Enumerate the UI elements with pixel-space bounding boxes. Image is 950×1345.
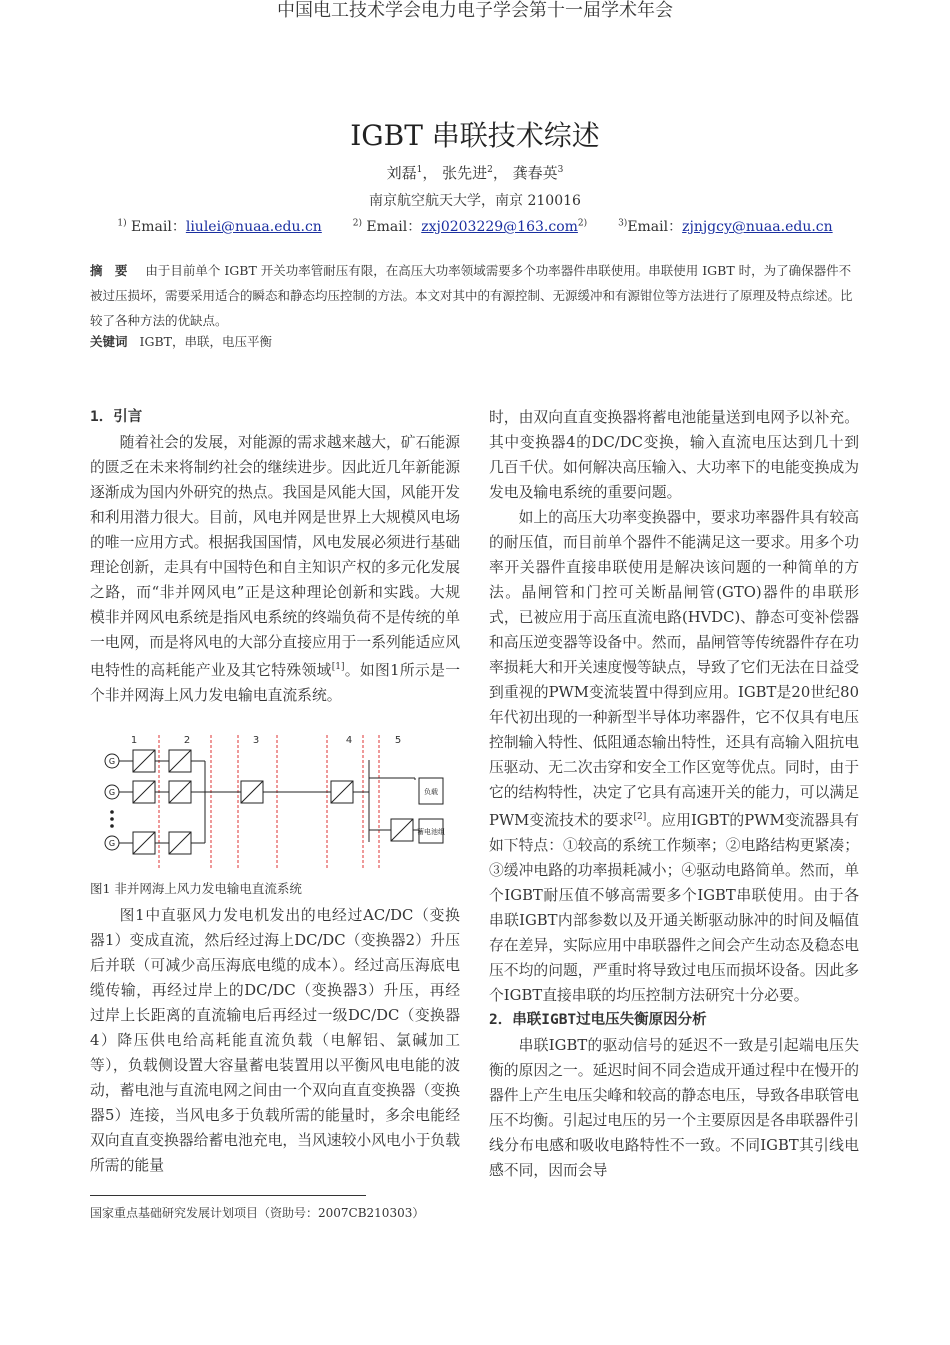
figure-column-label: 4 (345, 735, 353, 746)
keywords-text: IGBT，串联，电压平衡 (139, 334, 272, 349)
email-link-2[interactable]: zxj0203229@163.com (421, 219, 578, 235)
paragraph: 串联IGBT的驱动信号的延迟不一致是引起端电压失衡的原因之一。延迟时间不同会造成开通过程中在慢开的器件上产生电压尖峰和较高的静态电压，导致各串联管电压不均衡。引起过电压的另一个主要原因是各串联器件引线分布电感和吸收电路特性不一致。不同IGBT其引线电感不同，因而会导 (489, 1036, 859, 1179)
paragraph (90, 430, 460, 708)
author-name: 张先进 (442, 164, 488, 182)
figure-caption: 图1 非并网海上风力发电输电直流系统 (90, 881, 302, 896)
battery-label: 蓄电池组 (417, 828, 445, 836)
email-label: Email： (627, 219, 683, 235)
citation: [2] (633, 812, 647, 822)
citation: [1] (331, 662, 345, 672)
email-label: Email： (366, 219, 422, 235)
email-sup: 2) (577, 218, 588, 229)
abstract (90, 258, 860, 333)
abstract-label: 摘 要 (90, 263, 132, 278)
email-sup: 1) (117, 218, 127, 229)
author-list: 刘磊$^1$， 张先进$^2$， 龚春英$^3$ (386, 164, 564, 182)
affiliation: 南京航空航天大学，南京 210016 (369, 193, 581, 209)
paragraph-text: 。应用IGBT的PWM变流器具有如下特点：①较高的系统工作频率；②电路结构更紧凑；③缓冲电路的功率损耗减小；④驱动电路简单。然而，单个IGBT耐压值不够高需要多个IGBT串联使用。由于各串联IGBT内部参数以及开通关断驱动脉冲的时间及幅值存在差异，实际应用中串联器件之间会产生动态及稳态电压不均的问题，严重时将导致过电压而损坏设备。因此多个IGBT直接串联的均压控制方法研究十分必要。 (489, 811, 859, 1004)
paper-title: IGBT 串联技术综述 (350, 119, 600, 152)
author-sup: 3 (557, 165, 564, 175)
author-sup: 1 (416, 165, 423, 175)
generator-label: G (108, 839, 116, 848)
author-sup: 2 (487, 165, 493, 175)
running-header: 中国电工技术学会电力电子学会第十一届学术年会 (277, 0, 673, 21)
left-column-bottom (90, 903, 460, 1178)
author-name: 刘磊 (386, 164, 417, 182)
paragraph-text: 如上的高压大功率变换器中，要求功率器件具有较高的耐压值，而目前单个器件不能满足这一要求。用多个功率开关器件直接串联使用是解决该问题的一种简单的方法。晶闸管和门控可关断晶闸管(GTO)器件的串联形式，已被应用于高压直流电路(HVDC)、静态可变补偿器和高压逆变器等设备中。然而，晶闸管等传统器件存在功率损耗大和开关速度慢等缺点，导致了它们无法在日益受到重视的PWM变流装置中得到应用。IGBT是20世纪80年代初出现的一种新型半导体功率器件，它不仅具有电压控制输入特性、低阻通态输出特性，还具有高输入阻抗电压驱动、无二次击穿和安全工作区宽等优点。同时，由于它的结构特性，决定了它具有高速开关的能力，可以满足PWM变流技术的要求 (489, 509, 859, 829)
author-name: 龚春英 (512, 164, 558, 182)
section-heading: 1．引言 (90, 409, 143, 425)
figure-1-diagram (95, 730, 455, 870)
figure-column-label: 1 (130, 735, 138, 746)
figure-column-label: 2 (183, 735, 191, 746)
email-label: Email： (131, 219, 186, 235)
keywords (90, 332, 860, 350)
email-link-1[interactable]: liulei@nuaa.edu.cn (185, 219, 322, 235)
email-link-3[interactable]: zjnjgcy@nuaa.edu.cn (682, 219, 833, 235)
abstract-text: 由于目前单个 IGBT 开关功率管耐压有限，在高压大功率领域需要多个功率器件串联使用。串联使用 IGBT 时，为了确保器件不被过压损坏，需要采用适合的瞬态和静态均压控制的方法。本文对其中的有源控制、无源缓冲和有源钳位等方法进行了原理及特点综述。比较了各种方法的优缺点。 (90, 263, 853, 328)
paragraph-text: 。如图1所示是一个非并网海上风力发电输电直流系统。 (90, 661, 460, 704)
email-sup: 3) (618, 218, 628, 229)
email-sup: 2) (352, 218, 362, 229)
paragraph: 时，由双向直直变换器将蓄电池能量送到电网予以补充。其中变换器4的DC/DC变换，输入直流电压达到几十到几百千伏。如何解决高压输入、大功率下的电能变换成为发电及输电系统的重要问题。 (489, 409, 859, 501)
figure-column-label: 5 (394, 735, 402, 746)
right-column (489, 405, 859, 1183)
footnote: 国家重点基础研究发展计划项目（资助号：2007CB210303） (90, 1206, 425, 1220)
paragraph: 图1中直驱风力发电机发出的电经过AC/DC（变换器1）变成直流，然后经过海上DC/DC（变换器2）升压后并联（可减少高压海底电缆的成本）。经过高压海底电缆传输，再经过岸上的DC/DC（变换器3）升压，再经过岸上长距离的直流输电后再经过一级DC/DC（变换器4）降压供电给高耗能直流负载（电解铝、氯碱加工等），负载侧设置大容量蓄电装置用以平衡风电电能的波动，蓄电池与直流电网之间由一个双向直直变换器（变换器5）连接，当风电多于负载所需的能量时，多余电能经双向直直变换器给蓄电池充电，当风速较小风电小于负载所需的能量 (90, 907, 460, 1174)
figure-column-label: 3 (252, 735, 260, 746)
generator-label: G (108, 757, 116, 766)
paragraph-text: 随着社会的发展，对能源的需求越来越大，矿石能源的匮乏在未来将制约社会的继续进步。因此近几年新能源逐渐成为国内外研究的热点。我国是风能大国，风能开发和利用潜力很大。目前，风电并网是世界上大规模风电场的唯一应用方式。根据我国国情，风电发展必须进行基础理论创新，走具有中国特色和自主知识产权的多元化发展之路，而“非并网风电”正是这种理论创新和实践。大规模非并网风电系统是指风电系统的终端负荷不是传统的单一电网，而是将风电的大部分直接应用于一系列能适应风电特性的高耗能产业及其它特殊领域 (90, 434, 460, 679)
generator-label: G (108, 788, 116, 797)
section-heading: 2．串联IGBT过电压失衡原因分析 (489, 1011, 707, 1028)
footnote-rule (90, 1195, 366, 1196)
load-label: 负载 (424, 788, 438, 796)
email-line (0, 216, 950, 236)
paragraph (489, 505, 859, 1008)
keywords-label: 关键词 (90, 334, 128, 349)
left-column-top (90, 405, 460, 708)
